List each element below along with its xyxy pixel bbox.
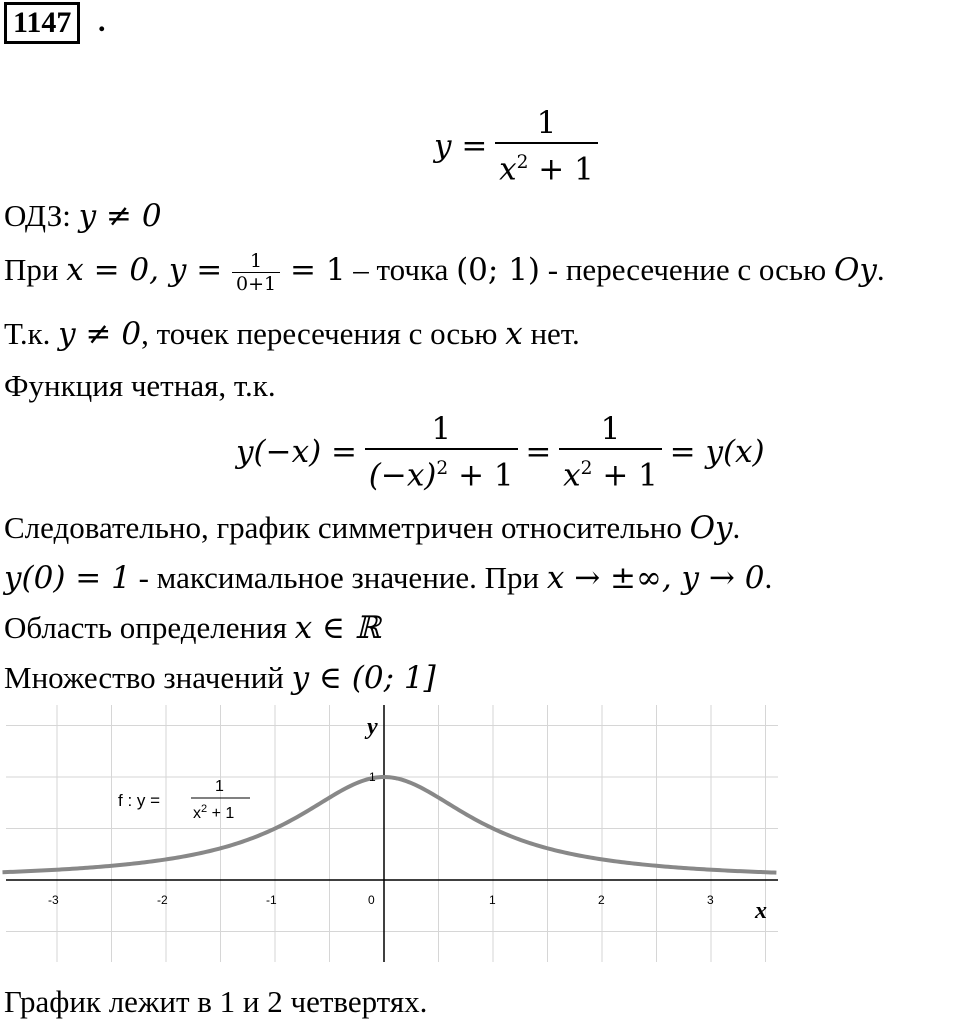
graph-y-axis-label: y (367, 714, 378, 740)
domain-expr: x ∈ ℝ (294, 610, 381, 646)
range-expr: y ∈ (0; 1] (291, 660, 436, 696)
graph-axes (6, 705, 778, 962)
line-even: Функция четная, т.к. (4, 368, 276, 403)
graph-x-axis-label: x (755, 898, 767, 924)
main-formula-denominator (495, 142, 598, 188)
legend-num: 1 (215, 778, 224, 795)
line-no-x-intersection (4, 314, 580, 354)
x-tick-label: 2 (598, 893, 605, 907)
legend-den-tail: + 1 (207, 805, 235, 822)
problem-number-dot: . (98, 5, 106, 38)
even-frac2-num: 1 (600, 411, 621, 447)
x-tick-label: -1 (266, 893, 277, 907)
no-x-middle: , точек пересечения с осью (141, 316, 506, 351)
line-conclusion: График лежит в 1 и 2 четвертях. (4, 984, 428, 1019)
symmetric-dot: . (732, 510, 741, 545)
at-zero-fraction (232, 250, 280, 295)
even-frac1-den-exp: 2 (436, 458, 449, 479)
legend-den-base: x (193, 805, 201, 822)
x-tick-label: 1 (489, 893, 496, 907)
at-zero-prefix: При (4, 252, 67, 287)
line-odz (4, 196, 162, 236)
at-zero-frac-den: 0+1 (232, 272, 280, 295)
line-symmetric (4, 508, 740, 548)
line-domain (4, 608, 381, 648)
main-formula (434, 104, 598, 188)
even-frac1-den (365, 448, 518, 494)
even-formula-lhs: y(−x) = (236, 434, 357, 471)
odz-expr: y ≠ 0 (78, 198, 162, 234)
max-limit: x → ±∞, y → 0 (546, 560, 765, 596)
at-zero-text-mid: – точка (345, 252, 457, 287)
main-den-tail: + 1 (528, 151, 594, 188)
x-tick-label: 0 (368, 893, 375, 907)
x-tick-label: -3 (48, 893, 59, 907)
domain-text: Область определения (4, 610, 295, 645)
even-formula-fraction-2 (559, 410, 662, 494)
at-zero-frac-num: 1 (250, 250, 263, 273)
main-den-exp: 2 (516, 152, 529, 173)
even-frac2-den (559, 448, 662, 494)
at-zero-axis: Oy (833, 252, 877, 288)
at-zero-expr2: = 1 (280, 252, 346, 288)
main-formula-fraction (495, 104, 598, 188)
problem-number: 1147 (4, 2, 80, 44)
graph-y-tick-1: 1 (369, 770, 376, 784)
even-frac2-den-tail: + 1 (592, 457, 658, 494)
x-tick-label: 3 (707, 893, 714, 907)
graph-legend (118, 778, 250, 822)
no-x-axis: x (505, 316, 523, 352)
at-zero-expr1: x = 0, y = (66, 252, 233, 288)
max-dot: . (764, 560, 773, 595)
no-x-expr: y ≠ 0 (58, 316, 142, 352)
line-at-zero (4, 250, 885, 295)
graph-grid (6, 705, 778, 962)
no-x-suffix: нет. (522, 316, 580, 351)
even-formula-rhs: = y(x) (669, 434, 765, 471)
max-text: - максимальное значение. При (130, 560, 547, 595)
at-zero-point: (0; 1) (456, 252, 541, 288)
even-formula-eq: = (525, 434, 552, 471)
even-frac2-den-base: x (563, 457, 581, 494)
symmetric-axis: Oy (689, 510, 733, 546)
legend-prefix: f : y = (118, 791, 161, 810)
graph-tick-labels (48, 893, 714, 907)
even-frac1-num: 1 (431, 411, 452, 447)
at-zero-text-end: - пересечение с осью (540, 252, 834, 287)
function-graph (0, 700, 960, 970)
even-frac1-den-tail: + 1 (448, 457, 514, 494)
max-expr: y(0) = 1 (4, 560, 131, 596)
line-range (4, 658, 436, 698)
even-formula (236, 410, 765, 494)
legend-den (193, 803, 234, 822)
main-formula-lhs: y = (434, 128, 488, 165)
odz-label: ОДЗ: (4, 198, 79, 233)
x-tick-label: -2 (157, 893, 168, 907)
no-x-prefix: Т.к. (4, 316, 59, 351)
symmetric-text: Следовательно, график симметричен относительно (4, 510, 690, 545)
even-frac2-den-exp: 2 (580, 458, 593, 479)
main-den-base: x (499, 151, 517, 188)
range-text: Множество значений (4, 660, 292, 695)
legend-den-exp: 2 (201, 803, 208, 815)
even-frac1-den-base: (−x) (368, 457, 437, 494)
main-formula-numerator: 1 (536, 105, 557, 141)
at-zero-dot: . (876, 252, 885, 287)
even-formula-fraction-1 (365, 410, 518, 494)
line-max (4, 558, 772, 598)
